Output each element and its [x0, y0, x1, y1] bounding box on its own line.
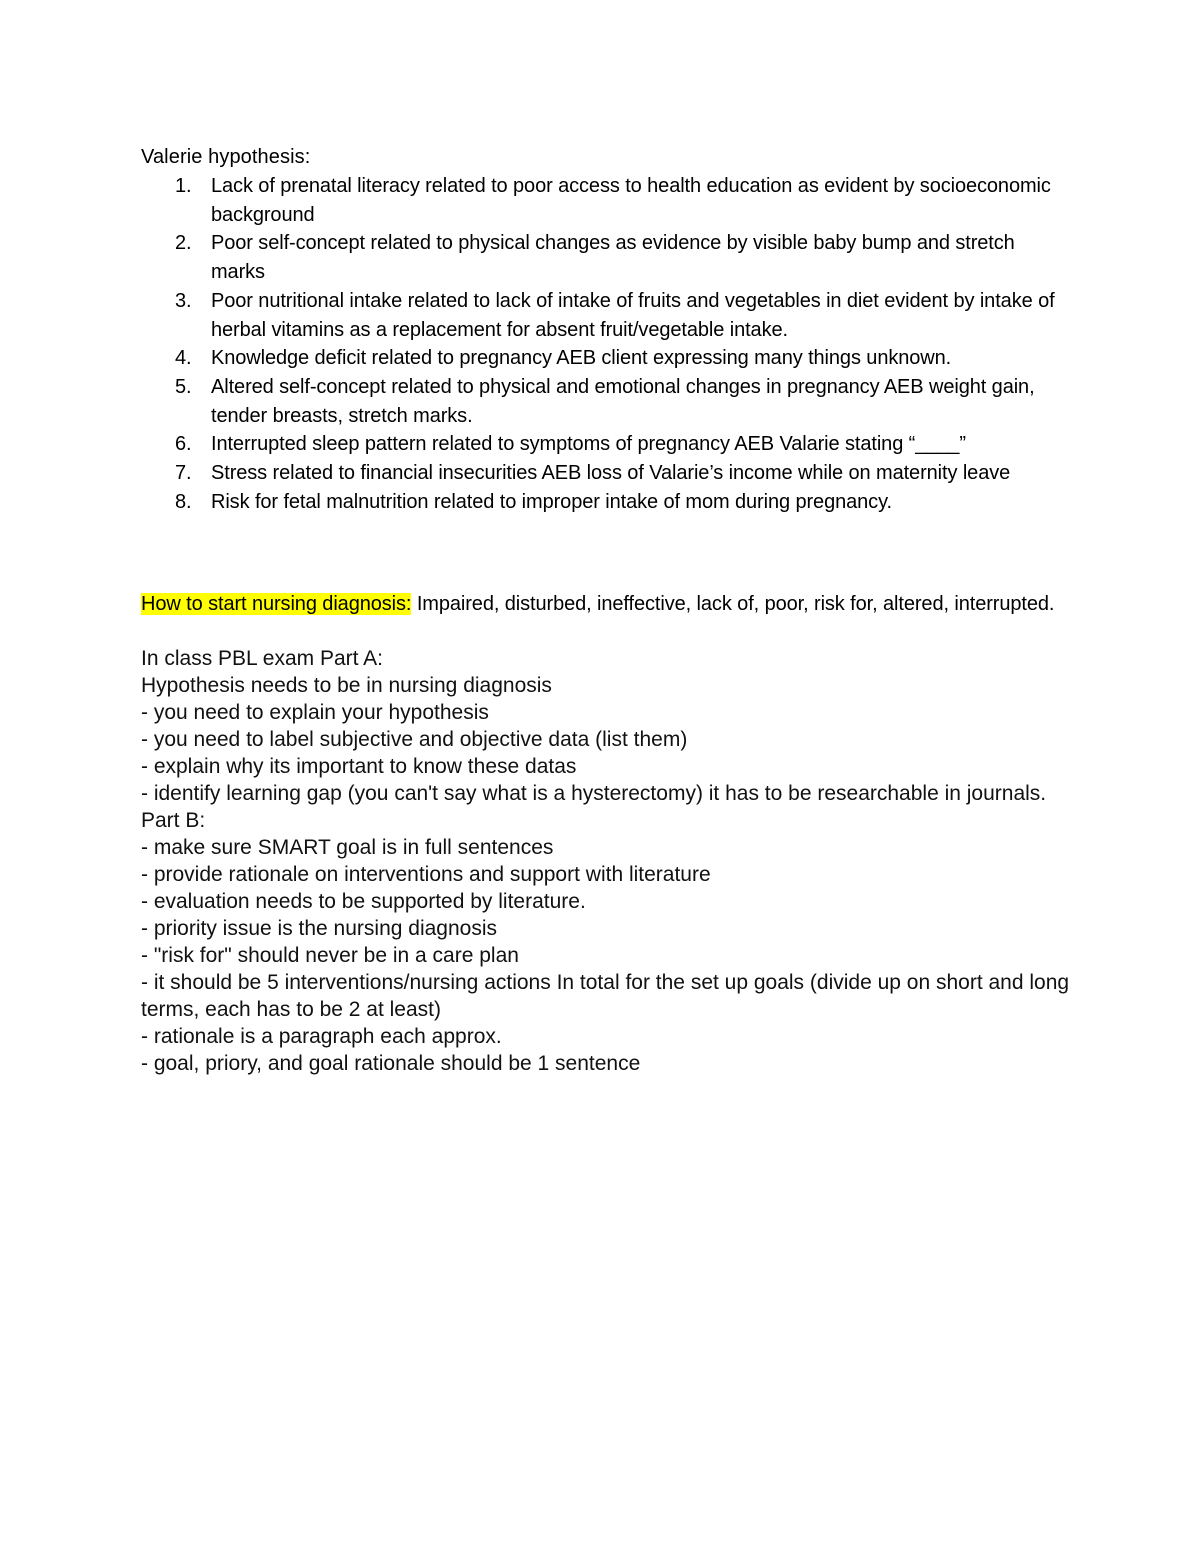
hypothesis-item-text: Altered self-concept related to physical and emotional changes in pregnancy AEB weight gain, tender breasts, stretch marks. [211, 375, 1035, 427]
hypothesis-item-number: 8. [175, 490, 192, 513]
note-line: - you need to label subjective and objective data (list them) [141, 728, 688, 752]
hypothesis-item-number: 6. [175, 433, 192, 456]
note-line: Hypothesis needs to be in nursing diagnosis [141, 674, 552, 698]
hypothesis-item-number: 5. [175, 375, 192, 398]
note-line: - provide rationale on interventions and support with literature [141, 863, 711, 887]
hypothesis-item [141, 430, 1071, 459]
hypothesis-item [141, 172, 1071, 229]
hypothesis-item-text: Knowledge deficit related to pregnancy AEB client expressing many things unknown. [211, 347, 952, 370]
note-line: - you need to explain your hypothesis [141, 701, 489, 725]
hypothesis-item [141, 229, 1071, 286]
hypothesis-item [141, 488, 1071, 517]
hypothesis-item-text: Risk for fetal malnutrition related to improper intake of mom during pregnancy. [211, 490, 892, 513]
note-line: - evaluation needs to be supported by literature. [141, 890, 586, 914]
hypothesis-item-number: 7. [175, 462, 192, 485]
hypothesis-item-number: 4. [175, 347, 192, 370]
hypothesis-title: Valerie hypothesis: [141, 146, 311, 168]
note-line: - "risk for" should never be in a care plan [141, 944, 519, 968]
note-line: - explain why its important to know these datas [141, 755, 577, 779]
note-line: Part B: [141, 809, 206, 833]
hypothesis-item-number: 2. [175, 232, 192, 255]
hypothesis-item-text: Poor self-concept related to physical changes as evidence by visible baby bump and stretch marks [211, 232, 1015, 284]
note-line: - goal, priory, and goal rationale should be 1 sentence [141, 1052, 641, 1076]
hypothesis-list [141, 172, 1071, 516]
hypothesis-item [141, 459, 1071, 488]
exam-notes [141, 645, 1071, 1077]
hypothesis-item [141, 373, 1071, 430]
note-line: - priority issue is the nursing diagnosis [141, 917, 497, 941]
note-line: - identify learning gap (you can't say what is a hysterectomy) it has to be researchable in journals. [141, 782, 1047, 806]
diagnosis-start-label: How to start nursing diagnosis: [141, 593, 412, 616]
hypothesis-item-number: 1. [175, 175, 192, 197]
note-line: - rationale is a paragraph each approx. [141, 1025, 502, 1049]
note-line: - it should be 5 interventions/nursing actions In total for the set up goals (divide up on short and long terms, each has to be 2 at least) [141, 971, 1070, 1022]
hypothesis-item-text: Stress related to financial insecurities AEB loss of Valarie’s income while on maternity leave [211, 462, 1011, 485]
hypothesis-item-number: 3. [175, 289, 192, 312]
hypothesis-item-text: Lack of prenatal literacy related to poor access to health education as evident by socioeconomic background [211, 175, 1051, 226]
document-content [141, 143, 1071, 1077]
hypothesis-item [141, 344, 1071, 373]
note-line: - make sure SMART goal is in full sentences [141, 836, 554, 860]
diagnosis-start-paragraph [141, 589, 1071, 619]
hypothesis-item-text: Poor nutritional intake related to lack of intake of fruits and vegetables in diet evident by intake of herbal vitamins as a replacement for absent fruit/vegetable intake. [211, 289, 1055, 341]
hypothesis-item-text: Interrupted sleep pattern related to symptoms of pregnancy AEB Valarie stating “____” [211, 433, 966, 456]
note-line: In class PBL exam Part A: [141, 647, 383, 671]
diagnosis-start-text: Impaired, disturbed, ineffective, lack of, poor, risk for, altered, interrupted. [411, 593, 1055, 616]
hypothesis-item [141, 287, 1071, 344]
